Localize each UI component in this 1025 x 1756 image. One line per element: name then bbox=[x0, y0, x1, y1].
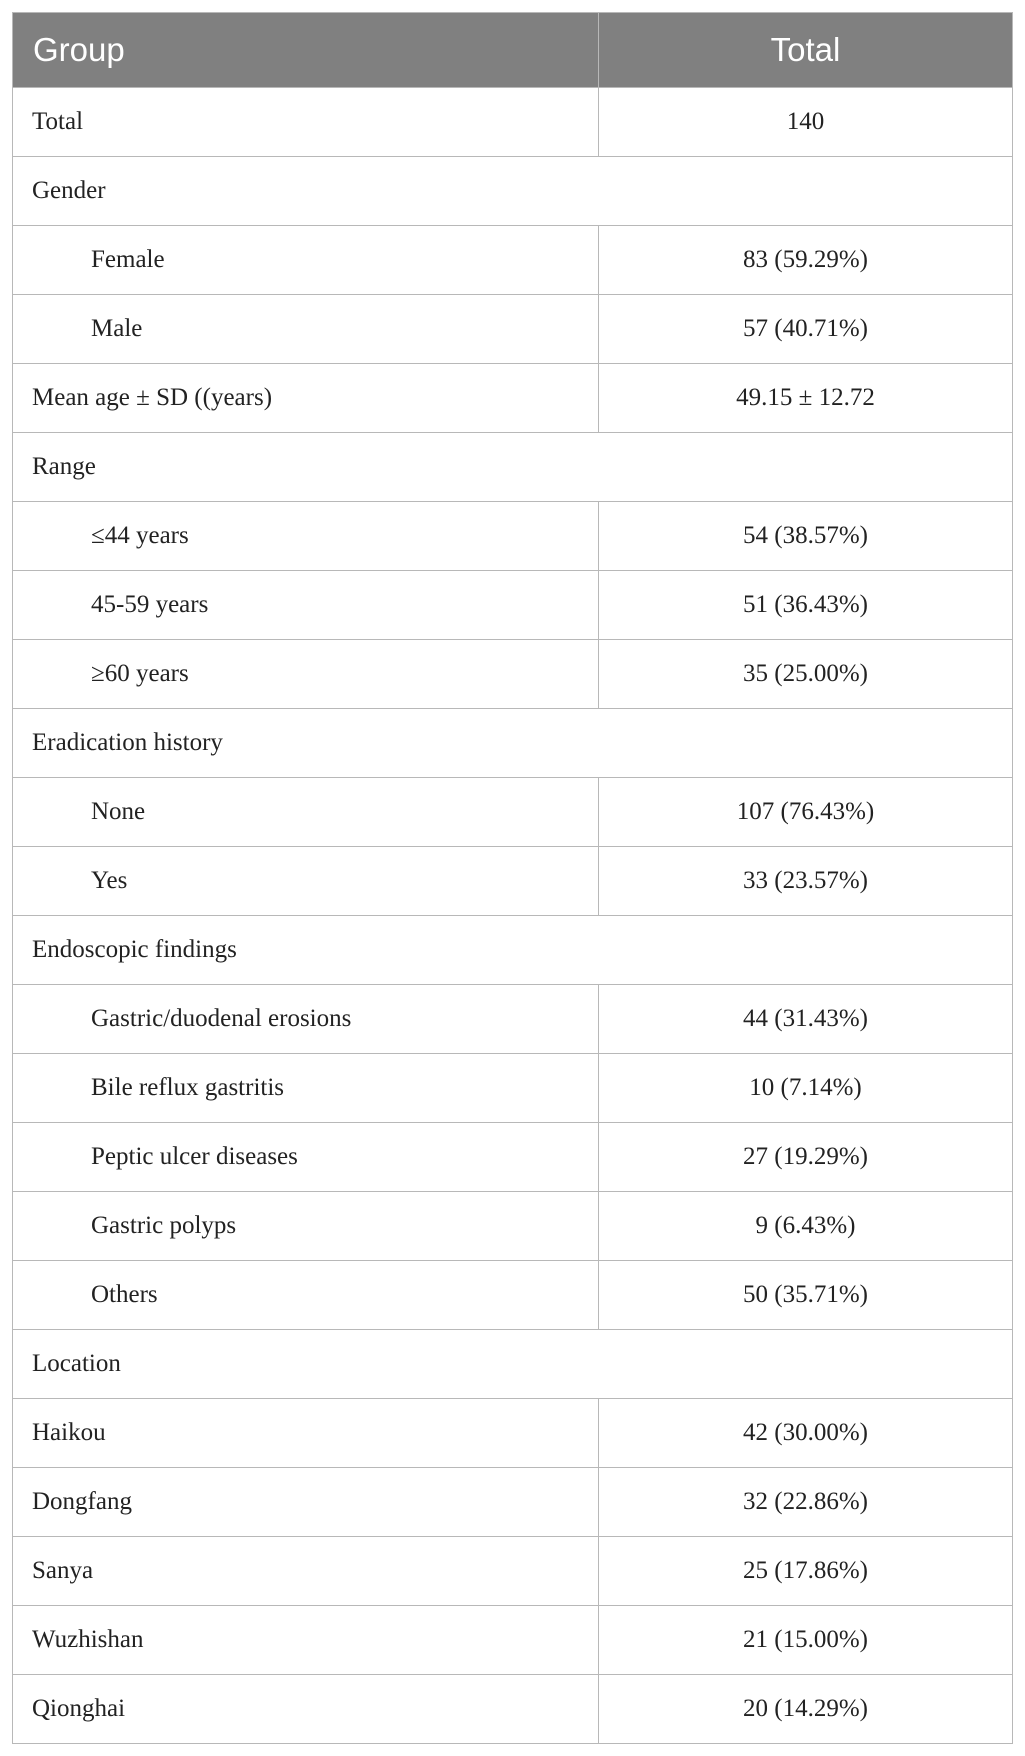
table-row bbox=[13, 1606, 1013, 1675]
row-value: 42 (30.00%) bbox=[599, 1399, 1013, 1468]
row-label: ≤44 years bbox=[13, 502, 599, 571]
row-label: Others bbox=[13, 1261, 599, 1330]
table-row bbox=[13, 640, 1013, 709]
row-label: Female bbox=[13, 226, 599, 295]
table-row bbox=[13, 502, 1013, 571]
table-row bbox=[13, 88, 1013, 157]
row-value: 50 (35.71%) bbox=[599, 1261, 1013, 1330]
row-label: Mean age ± SD ((years) bbox=[13, 364, 599, 433]
row-label: Gastric/duodenal erosions bbox=[13, 985, 599, 1054]
table-row bbox=[13, 985, 1013, 1054]
section-label: Range bbox=[13, 433, 1013, 502]
row-value: 83 (59.29%) bbox=[599, 226, 1013, 295]
table-row bbox=[13, 1261, 1013, 1330]
row-value: 107 (76.43%) bbox=[599, 778, 1013, 847]
section-row bbox=[13, 433, 1013, 502]
header-row bbox=[13, 13, 1013, 88]
table-row bbox=[13, 1399, 1013, 1468]
row-value: 20 (14.29%) bbox=[599, 1675, 1013, 1744]
row-label: Qionghai bbox=[13, 1675, 599, 1744]
row-value: 21 (15.00%) bbox=[599, 1606, 1013, 1675]
row-label: Yes bbox=[13, 847, 599, 916]
column-header-group: Group bbox=[13, 13, 599, 88]
table-row bbox=[13, 364, 1013, 433]
table-header bbox=[13, 13, 1013, 88]
table-row bbox=[13, 1123, 1013, 1192]
section-row bbox=[13, 916, 1013, 985]
table-row bbox=[13, 1468, 1013, 1537]
row-label: None bbox=[13, 778, 599, 847]
row-value: 54 (38.57%) bbox=[599, 502, 1013, 571]
table-row bbox=[13, 295, 1013, 364]
section-row bbox=[13, 1330, 1013, 1399]
row-label: Bile reflux gastritis bbox=[13, 1054, 599, 1123]
section-label: Eradication history bbox=[13, 709, 1013, 778]
table-row bbox=[13, 571, 1013, 640]
column-header-total: Total bbox=[599, 13, 1013, 88]
row-value: 140 bbox=[599, 88, 1013, 157]
row-label: ≥60 years bbox=[13, 640, 599, 709]
table-container bbox=[12, 12, 1012, 1744]
section-label: Location bbox=[13, 1330, 1013, 1399]
table-row bbox=[13, 1054, 1013, 1123]
row-value: 32 (22.86%) bbox=[599, 1468, 1013, 1537]
row-value: 9 (6.43%) bbox=[599, 1192, 1013, 1261]
section-label: Endoscopic findings bbox=[13, 916, 1013, 985]
row-value: 27 (19.29%) bbox=[599, 1123, 1013, 1192]
row-label: Dongfang bbox=[13, 1468, 599, 1537]
row-value: 51 (36.43%) bbox=[599, 571, 1013, 640]
row-label: Gastric polyps bbox=[13, 1192, 599, 1261]
section-row bbox=[13, 709, 1013, 778]
row-label: Sanya bbox=[13, 1537, 599, 1606]
row-value: 33 (23.57%) bbox=[599, 847, 1013, 916]
row-value: 10 (7.14%) bbox=[599, 1054, 1013, 1123]
table-row bbox=[13, 1675, 1013, 1744]
row-label: Total bbox=[13, 88, 599, 157]
row-label: 45-59 years bbox=[13, 571, 599, 640]
table-row bbox=[13, 847, 1013, 916]
row-value: 49.15 ± 12.72 bbox=[599, 364, 1013, 433]
row-label: Haikou bbox=[13, 1399, 599, 1468]
row-label: Wuzhishan bbox=[13, 1606, 599, 1675]
table-row bbox=[13, 1537, 1013, 1606]
table-row bbox=[13, 226, 1013, 295]
row-value: 44 (31.43%) bbox=[599, 985, 1013, 1054]
section-label: Gender bbox=[13, 157, 1013, 226]
row-value: 35 (25.00%) bbox=[599, 640, 1013, 709]
row-label: Peptic ulcer diseases bbox=[13, 1123, 599, 1192]
table-row bbox=[13, 778, 1013, 847]
characteristics-table bbox=[12, 12, 1013, 1744]
table-body bbox=[13, 88, 1013, 1744]
row-value: 25 (17.86%) bbox=[599, 1537, 1013, 1606]
table-row bbox=[13, 1192, 1013, 1261]
row-value: 57 (40.71%) bbox=[599, 295, 1013, 364]
section-row bbox=[13, 157, 1013, 226]
row-label: Male bbox=[13, 295, 599, 364]
